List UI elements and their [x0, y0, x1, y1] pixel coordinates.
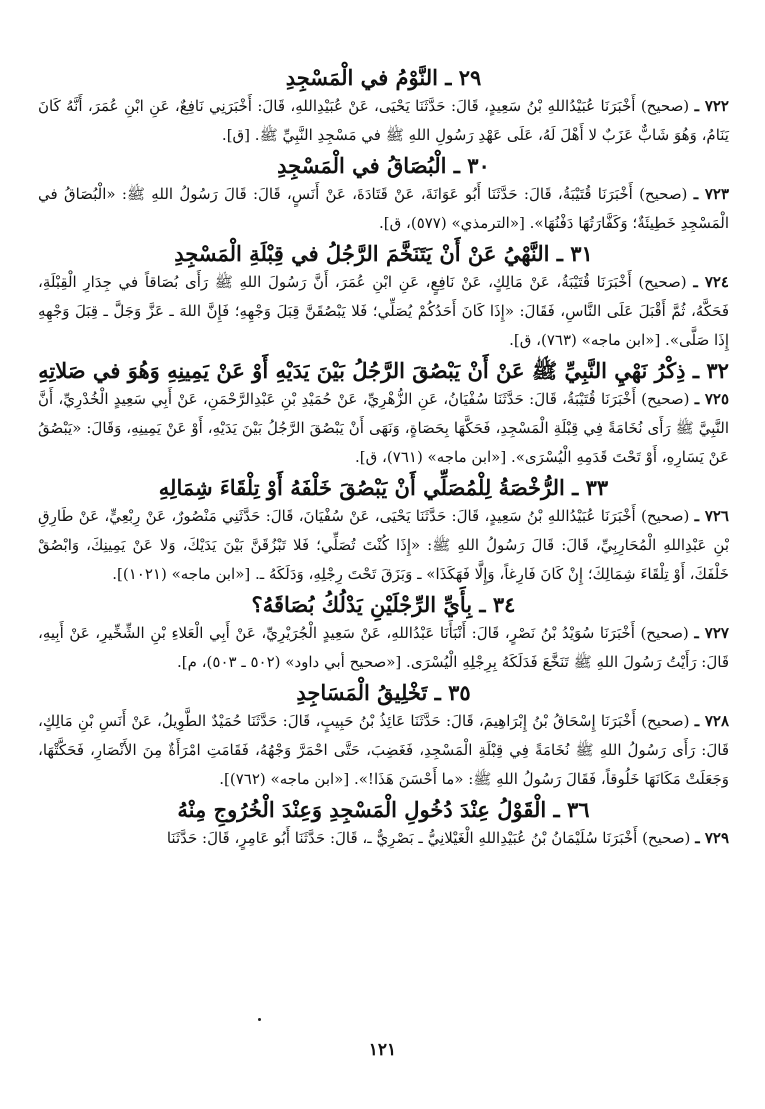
section-30: [38, 152, 729, 238]
hadith-text: أَخْبَرَنَا عُبَيْدُاللهِ بْنُ سَعِيدٍ، قَالَ: حَدَّثَنَا يَحْيَى، عَنْ سُفْيَانَ، قَالَ: حَدَّثَنِي مَنْصُورٌ، عَنْ رِبْعِيٍّ، عَنْ طَارِقِ بْنِ عَبْدِاللهِ الْمُحَارِبِيِّ، قَالَ: قَالَ رَسُولُ اللهِ ﷺ: «إِذَا كُنْتَ تُصَلِّي؛ فَلا تَبْزُقَنَّ بَيْنَ يَدَيْكَ، وَلا عَنْ يَمِينِكَ، وَابْصُقْ خَلْفَكَ، أَوْ تِلْقَاءَ شِمَالِكَ؛ إِنْ كَانَ فَارِغاً، وَإِلَّا فَهَكَذَا» ـ وَبَزَقَ تَحْتَ رِجْلِهِ، وَدَلَكَهُ ـ. [«ابن ماجه» (١٠٢١)].: [38, 507, 729, 583]
hadith-722: [38, 92, 729, 150]
hadith-number: ٧٢٥ ـ: [694, 390, 729, 408]
section-29: [38, 64, 729, 150]
hadith-724: [38, 268, 729, 355]
hadith-number: ٧٢٧ ـ: [694, 624, 729, 642]
chapter-heading: ٣٥ ـ تَخْلِيقُ الْمَسَاجِدِ: [296, 680, 471, 705]
chapter-heading: ٣٤ ـ بِأَيِّ الرِّجْلَيْنِ يَدْلُكُ بُصَاقَهُ؟: [251, 592, 516, 617]
hadith-grade: (صحيح): [639, 185, 688, 203]
hadith-727: [38, 619, 729, 677]
hadith-grade: (صحيح): [641, 712, 690, 730]
hadith-grade: (صحيح): [641, 390, 690, 408]
chapter-heading: ٣٠ ـ الْبُصَاقُ في الْمَسْجِدِ: [277, 153, 490, 178]
hadith-grade: (صحيح): [641, 507, 690, 525]
hadith-number: ٧٢٢ ـ: [694, 97, 729, 115]
section-35: [38, 679, 729, 794]
hadith-text: أَخْبَرَنَا عُبَيْدُاللهِ بْنُ سَعِيدٍ، قَالَ: حَدَّثَنَا يَحْيَى، عَنْ عُبَيْدِاللهِ، قَالَ: أَخْبَرَنِي نَافِعٌ، عَنِ ابْنِ عُمَرَ، أَنَّهُ كَانَ يَنَامُ، وَهُوَ شَابٌّ عَزَبٌ لا أَهْلَ لَهُ، عَلَى عَهْدِ رَسُولِ اللهِ ﷺ في مَسْجِدِ النَّبِيِّ ﷺ. [ق].: [38, 97, 729, 144]
chapter-heading: ٣١ ـ النَّهْيُ عَنْ أَنْ يَتَنَخَّمَ الرَّجُلُ في قِبْلَةِ الْمَسْجِدِ: [174, 241, 593, 266]
hadith-number: ٧٢٩ ـ: [695, 829, 729, 847]
chapter-heading: ٣٣ ـ الرُّخْصَةُ لِلْمُصَلِّي أَنْ يَبْصُقَ خَلْفَهُ أَوْ تِلْقَاءَ شِمَالِهِ: [158, 475, 609, 500]
hadith-grade: (صحيح): [638, 273, 687, 291]
hadith-text: أَخْبَرَنَا قُتَيْبَةُ، قَالَ: حَدَّثَنَا أَبُو عَوَانَةَ، عَنْ قَتَادَةَ، عَنْ أَنَسٍ، قَالَ: قَالَ رَسُولُ اللهِ ﷺ: «الْبُصَاقُ في الْمَسْجِدِ خَطِيئَةٌ؛ وَكَفَّارَتُهَا دَفْنُهَا». [«الترمذي» (٥٧٧)، ق].: [38, 185, 729, 232]
chapter-heading: ٢٩ ـ النَّوْمُ في الْمَسْجِدِ: [285, 65, 482, 90]
print-dot: [258, 1018, 261, 1021]
hadith-723: [38, 180, 729, 238]
chapter-heading: ٣٦ ـ الْقَوْلُ عِنْدَ دُخُولِ الْمَسْجِدِ وَعِنْدَ الْخُرُوجِ مِنْهُ: [177, 797, 590, 822]
hadith-728: [38, 707, 729, 794]
page-number: ١٢١: [368, 1040, 397, 1060]
hadith-726: [38, 502, 729, 589]
hadith-grade: (صحيح): [642, 829, 691, 847]
section-31: [38, 240, 729, 355]
hadith-number: ٧٢٦ ـ: [694, 507, 729, 525]
hadith-729: [38, 824, 729, 853]
hadith-text: أَخْبَرَنَا إِسْحَاقُ بْنُ إِبْرَاهِيمَ، قَالَ: حَدَّثَنَا عَائِذُ بْنُ حَبِيبٍ، قَالَ: حَدَّثَنَا حُمَيْدٌ الطَّوِيلُ، عَنْ أَنَسِ بْنِ مَالِكٍ، قَالَ: رَأَى رَسُولُ اللهِ ﷺ نُخَامَةً فِي قِبْلَةِ الْمَسْجِدِ، فَغَضِبَ، حَتَّى احْمَرَّ وَجْهُهُ، فَقَامَتِ امْرَأَةٌ مِنَ الأَنْصَارِ، فَحَكَّتْهَا، وَجَعَلَتْ مَكَانَهَا خَلُوقاً، فَقَالَ رَسُولُ اللهِ ﷺ: «ما أَحْسَنَ هَذَا!». [«ابن ماجه» (٧٦٢)].: [38, 712, 729, 788]
section-34: [38, 591, 729, 677]
page-body: [38, 62, 729, 853]
hadith-text: أَخْبَرَنَا سُوَيْدُ بْنُ نَصْرٍ، قَالَ: أَنْبَأَنَا عَبْدُاللهِ، عَنْ سَعِيدٍ الْجُرَيْرِيِّ، عَنْ أَبِي الْعَلاءِ بْنِ الشِّخِّيرِ، عَنْ أَبِيهِ، قَالَ: رَأَيْتُ رَسُولَ اللهِ ﷺ تَنَخَّعَ فَدَلَكَهُ بِرِجْلِهِ الْيُسْرَى. [«صحيح أبي داود» (٥٠٢ ـ ٥٠٣)، م].: [38, 624, 729, 671]
hadith-grade: (صحيح): [640, 624, 689, 642]
section-32: [38, 357, 729, 472]
hadith-number: ٧٢٤ ـ: [693, 273, 729, 291]
section-36: [38, 796, 729, 853]
hadith-text: أَخْبَرَنَا قُتَيْبَةُ، قَالَ: حَدَّثَنَا سُفْيَانُ، عَنِ الزُّهْرِيِّ، عَنْ حُمَيْدِ بْنِ عَبْدِالرَّحْمَنِ، عَنْ أَبِي سَعِيدٍ الْخُدْرِيِّ، أَنَّ النَّبِيَّ ﷺ رَأَى نُخَامَةً فِي قِبْلَةِ الْمَسْجِدِ، فَحَكَّهَا بِحَصَاةٍ، وَنَهَى أَنْ يَبْصُقَ الرَّجُلُ بَيْنَ يَدَيْهِ، أَوْ عَنْ يَمِينِهِ، وَقَالَ: «يَبْصُقُ عَنْ يَسَارِهِ، أَوْ تَحْتَ قَدَمِهِ الْيُسْرَى». [«ابن ماجه» (٧٦١)، ق].: [38, 390, 729, 466]
hadith-number: ٧٢٣ ـ: [693, 185, 729, 203]
hadith-text: أَخْبَرَنَا سُلَيْمَانُ بْنُ عُبَيْدِاللهِ الْغَيْلانِيُّ ـ بَصْرِيٌّ ـ، قَالَ: حَدَّثَنَا أَبُو عَامِرٍ، قَالَ: حَدَّثَنَا: [166, 829, 638, 847]
hadith-number: ٧٢٨ ـ: [694, 712, 730, 730]
hadith-text: أَخْبَرَنَا قُتَيْبَةُ، عَنْ مَالِكٍ، عَنْ نَافِعٍ، عَنِ ابْنِ عُمَرَ، أَنَّ رَسُولَ اللهِ ﷺ رَأَى بُصَاقاً في جِدَارِ الْقِبْلَةِ، فَحَكَّهُ، ثُمَّ أَقْبَلَ عَلَى النَّاسِ، فَقَالَ: «إِذَا كَانَ أَحَدُكُمْ يُصَلِّي؛ فَلا يَبْصُقَنَّ قِبَلَ وَجْهِهِ؛ فَإِنَّ اللهَ ـ عَزَّ وَجَلَّ ـ قِبَلَ وَجْهِهِ إِذَا صَلَّى». [«ابن ماجه» (٧٦٣)، ق].: [38, 273, 729, 349]
hadith-grade: (صحيح): [640, 97, 690, 115]
section-33: [38, 474, 729, 589]
hadith-725: [38, 385, 729, 472]
chapter-heading: ٣٢ ـ ذِكْرُ نَهْيِ النَّبِيِّ ﷺ عَنْ أَنْ يَبْصُقَ الرَّجُلُ بَيْنَ يَدَيْهِ أَوْ عَنْ يَمِينِهِ وَهُوَ في صَلاتِهِ: [38, 358, 729, 383]
